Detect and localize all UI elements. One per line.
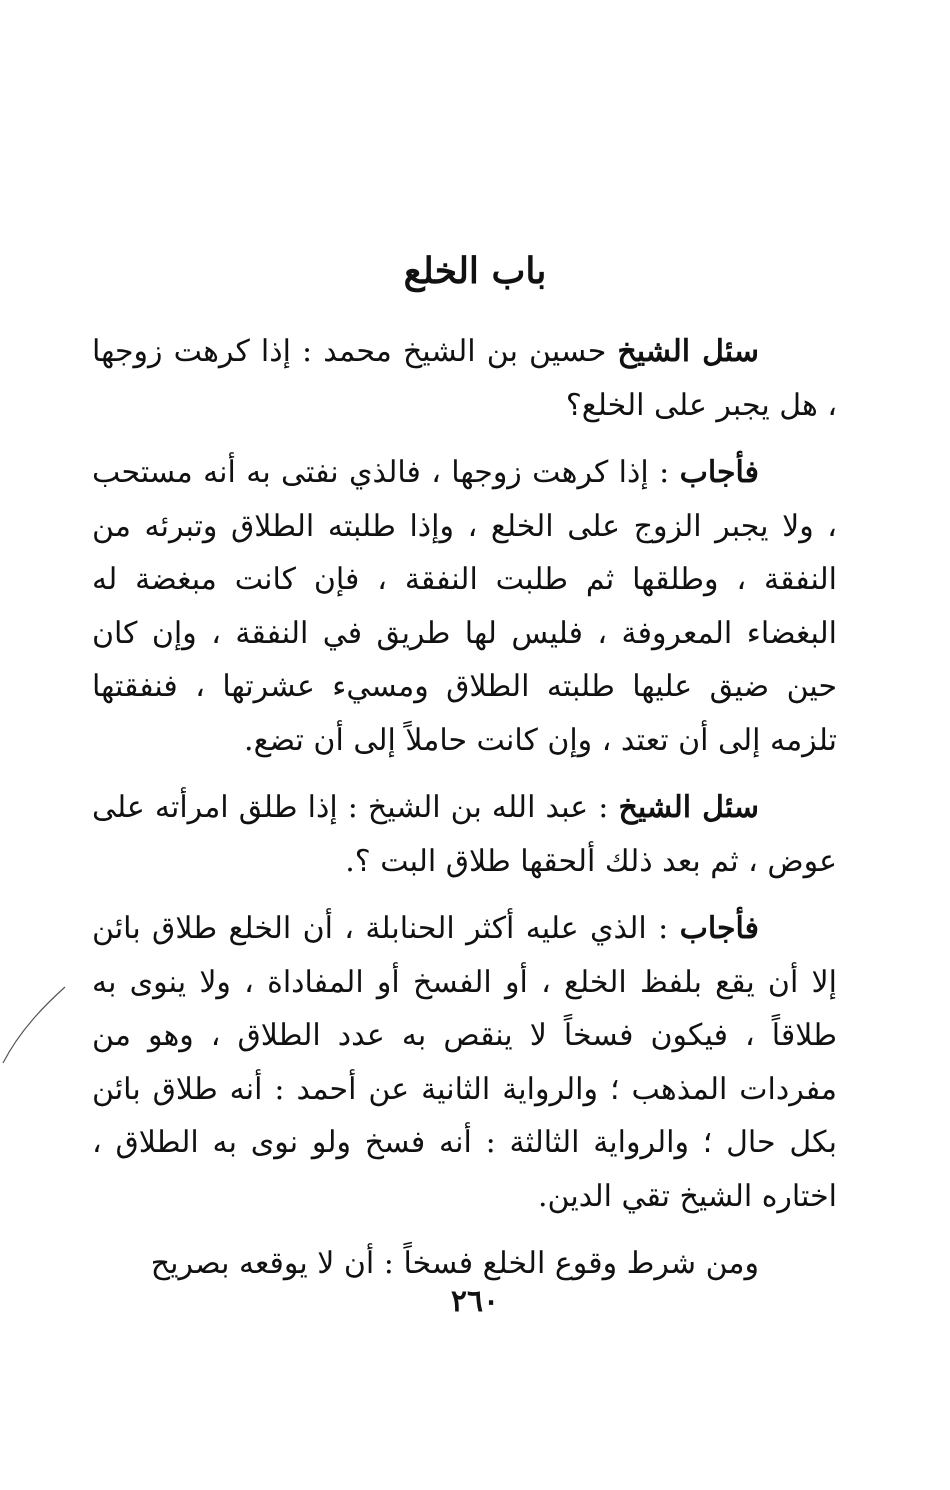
paragraph-answer-1	[92, 446, 837, 767]
paragraph-text: حسين بن الشيخ محمد : إذا كرهت زوجها ، هل يجبر على الخلع؟	[92, 334, 837, 423]
paragraph-answer-2	[92, 902, 837, 1223]
paragraph-text: : إذا كرهت زوجها ، فالذي نفتى به أنه مستحب ، ولا يجبر الزوج على الخلع ، وإذا طلبته الطلاق وتبرئه من النفقة ، وطلقها ثم طلبت النفقة ، فإن كانت مبغضة له البغضاء المعروفة ، فليس لها طريق في النفقة ، وإن كان حين ضيق عليها طلبته الطلاق ومسيء عشرتها ، فنفقتها تلزمه إلى أن تعتد ، وإن كانت حاملاً إلى أن تضع.	[92, 455, 837, 758]
chapter-title: باب الخلع	[403, 250, 547, 292]
paragraph-lead: فأجاب	[679, 455, 759, 490]
paragraph-text: : عبد الله بن الشيخ : إذا طلق امرأته على عوض ، ثم بعد ذلك ألحقها طلاق البت ؟.	[92, 790, 837, 879]
paragraph-text: ومن شرط وقوع الخلع فسخاً : أن لا يوقعه بصريح	[150, 1246, 759, 1281]
paragraph-lead: فأجاب	[679, 911, 759, 946]
paragraph-lead: سئل الشيخ	[617, 334, 759, 369]
body-text	[92, 325, 837, 1305]
page-number: ٢٦٠	[450, 1284, 500, 1319]
paragraph-text: : الذي عليه أكثر الحنابلة ، أن الخلع طلاق بائن إلا أن يقع بلفظ الخلع ، أو الفسخ أو المفاداة ، ولا ينوى به طلاقاً ، فيكون فسخاً لا ينقص به عدد الطلاق ، وهو من مفردات المذهب ؛ والرواية الثانية عن أحمد : أنه طلاق بائن بكل حال ؛ والرواية الثالثة : أنه فسخ ولو نوى به الطلاق ، اختاره الشيخ تقي الدين.	[92, 911, 837, 1214]
paragraph-question-1	[92, 325, 837, 432]
paragraph-question-2	[92, 781, 837, 888]
margin-scan-line	[0, 985, 70, 1065]
paragraph-lead: سئل الشيخ	[618, 790, 760, 825]
